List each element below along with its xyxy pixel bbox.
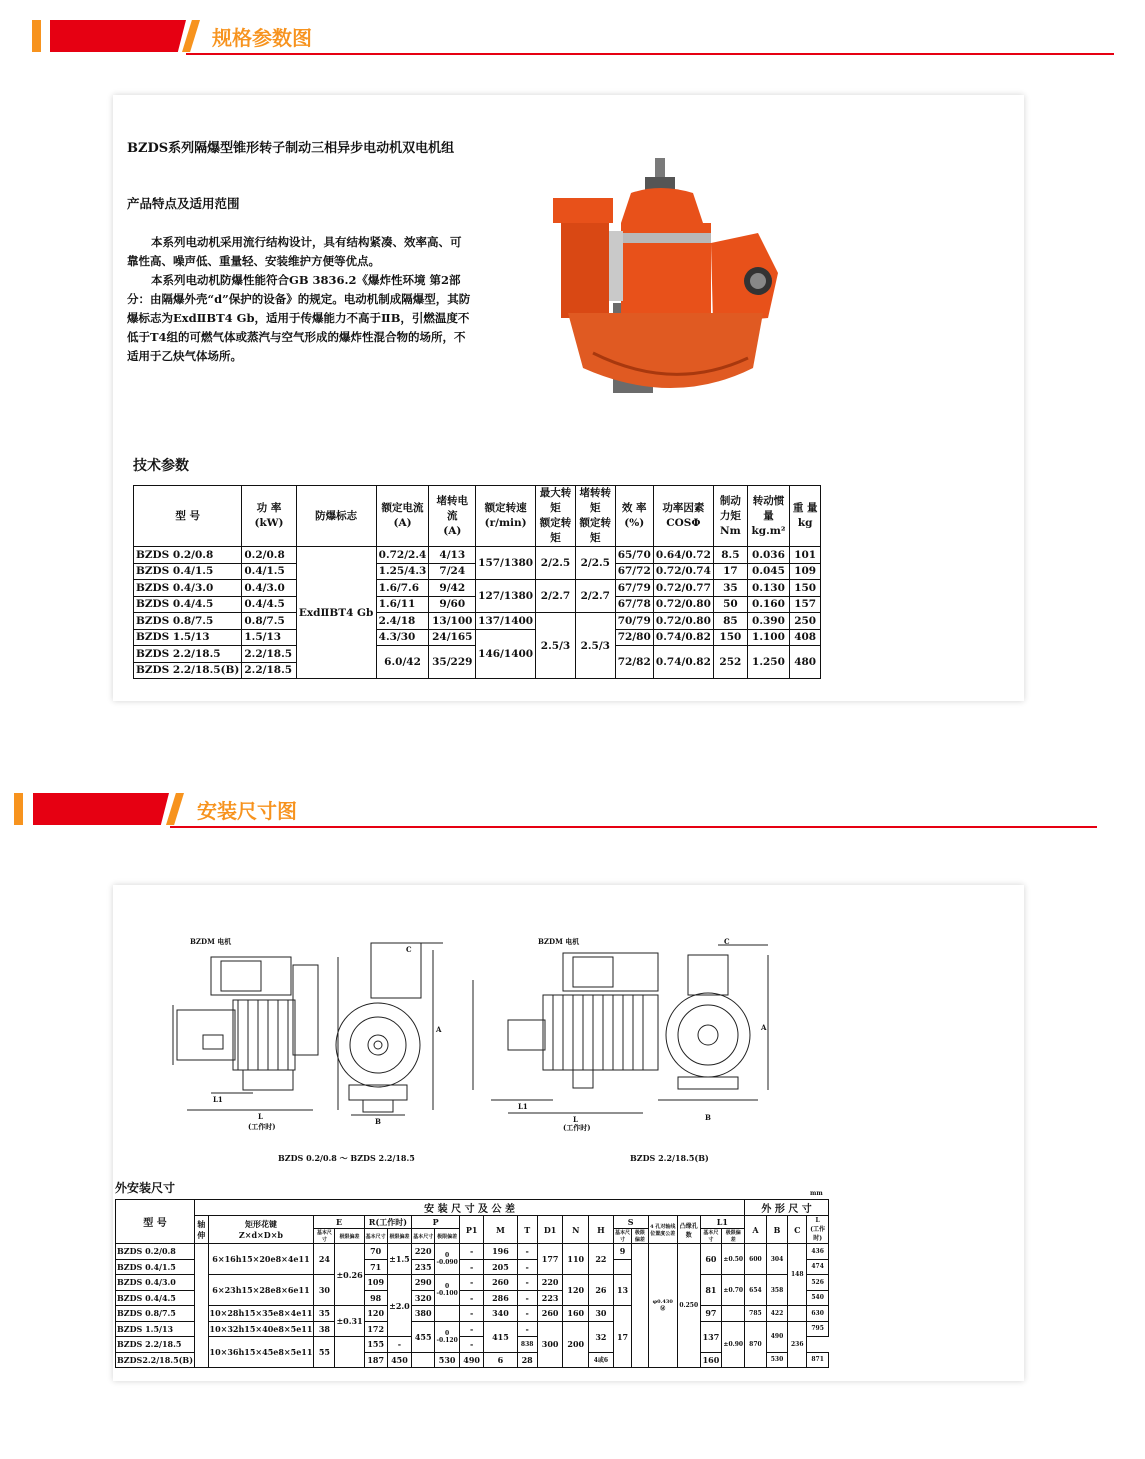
header-orange-bar	[32, 20, 41, 52]
install-table	[115, 1199, 829, 1368]
table-row	[116, 1321, 829, 1337]
table-row	[134, 629, 821, 646]
cell-model: BZDS 0.2/0.8	[116, 1244, 195, 1260]
cell-p1: 530	[435, 1352, 460, 1368]
cell-ptol-empty	[412, 1352, 435, 1368]
th-l1: L1	[700, 1216, 745, 1229]
cell-l1tol: ±0.70	[722, 1275, 745, 1306]
cell-m: 415	[484, 1321, 517, 1352]
cell-spline: 10×28h15×35e8×4e11	[208, 1306, 314, 1322]
th-a: A	[745, 1216, 767, 1244]
cell-r: 155	[364, 1337, 387, 1353]
table-row	[116, 1244, 829, 1260]
cell-brake: 85	[714, 613, 748, 630]
th-power: 功 率 (kW)	[242, 486, 296, 547]
cell-eff: 67/79	[615, 580, 653, 597]
cell-r: 71	[364, 1259, 387, 1275]
th-tol: 极限偏差	[335, 1229, 364, 1244]
cell-etol: ±0.31	[335, 1306, 364, 1337]
th-c: C	[788, 1216, 807, 1244]
product-title: BZDS系列隔爆型锥形转子制动三相异步电动机双电机组	[127, 141, 455, 156]
cell-proj: 4或6	[589, 1352, 614, 1368]
cell-inertia: 0.045	[747, 563, 790, 580]
cell-c: 148	[788, 1244, 807, 1306]
cell-h: 28	[517, 1352, 537, 1368]
cell-brake: 8.5	[714, 547, 748, 564]
cell-model: BZDS2.2/18.5(B)	[116, 1352, 195, 1368]
cell-b: 304	[766, 1244, 788, 1275]
cell-speed: 137/1400	[476, 613, 536, 630]
tech-title: 技术参数	[133, 458, 189, 474]
section-title: 安装尺寸图	[197, 799, 297, 823]
header-red-bar	[50, 20, 186, 52]
cell-r: 109	[364, 1275, 387, 1291]
cell-l1tol: ±0.90	[722, 1321, 745, 1368]
section-header-install	[0, 785, 1145, 833]
cell-l1tol-empty	[722, 1306, 745, 1322]
cell-b: 490	[766, 1321, 788, 1352]
cell-poscol: 0.250	[677, 1244, 700, 1368]
th-weight: 重 量 kg	[790, 486, 821, 547]
cell-power: 0.2/0.8	[242, 547, 296, 564]
section-header-specs	[0, 12, 1145, 60]
cell-s-tol	[632, 1244, 648, 1368]
th-tol: 极限偏差	[632, 1229, 648, 1244]
motor-label-left: BZDM 电机	[190, 937, 232, 946]
th-outer: 外 形 尺 寸	[745, 1200, 829, 1216]
cell-inertia: 1.250	[747, 646, 790, 679]
dims-header-row-1	[116, 1200, 829, 1216]
cell-power: 0.4/4.5	[242, 596, 296, 613]
th-m: M	[484, 1216, 517, 1244]
cell-lock-current: 35/229	[429, 646, 476, 679]
cell-max-torque: 2/2.7	[536, 580, 576, 613]
th-model: 型 号	[116, 1200, 195, 1244]
cell-p1: -	[459, 1244, 483, 1260]
cell-pf: 0.74/0.82	[653, 646, 713, 679]
cell-brake: 35	[714, 580, 748, 597]
cell-pf: 0.74/0.82	[653, 629, 713, 646]
cell-inertia: 0.390	[747, 613, 790, 630]
cell-lock-torque: 2.5/3	[575, 613, 615, 679]
motor-label-right: BZDM 电机	[538, 937, 580, 946]
th-base: 基本尺寸	[364, 1229, 387, 1244]
cell-m: 196	[484, 1244, 517, 1260]
cell-lock-torque: 2/2.5	[575, 547, 615, 580]
cell-spline: 6×16h15×20e8×4e11	[208, 1244, 314, 1275]
cell-l: 540	[807, 1290, 829, 1306]
cell-r: 98	[364, 1290, 387, 1306]
caption-left: BZDS 0.2/0.8 ～ BZDS 2.2/18.5	[278, 1153, 415, 1163]
cell-ptol: 0 -0.120	[435, 1321, 460, 1352]
cell-d1: 300	[537, 1321, 563, 1368]
cell-h: 22	[589, 1244, 614, 1275]
cell-eff: 72/80	[615, 629, 653, 646]
th-lock-torque: 堵转转矩 额定转矩	[575, 486, 615, 547]
cell-rtol: ±2.0	[387, 1275, 411, 1337]
cell-current: 1.6/11	[376, 596, 429, 613]
cell-d1: 177	[537, 1244, 563, 1275]
cell-b: 358	[766, 1275, 788, 1306]
cell-s: 9	[613, 1244, 632, 1260]
th-max-torque: 最大转矩 额定转矩	[536, 486, 576, 547]
cell-s: 17	[613, 1306, 632, 1368]
cell-current: 0.72/2.4	[376, 547, 429, 564]
cell-inertia: 0.130	[747, 580, 790, 597]
th-ex: 防爆标志	[296, 486, 376, 547]
cell-d1: 223	[537, 1290, 563, 1306]
cell-spline: 10×32h15×40e8×5e11	[208, 1321, 314, 1337]
cell-model: BZDS 0.2/0.8	[134, 547, 242, 564]
cell-power: 0.8/7.5	[242, 613, 296, 630]
cell-model: BZDS 1.5/13	[116, 1321, 195, 1337]
th-h: H	[589, 1216, 614, 1244]
cell-p1: -	[459, 1321, 483, 1337]
cell-p: 455	[412, 1321, 435, 1352]
cell-power: 0.4/3.0	[242, 580, 296, 597]
cell-lock-current: 9/60	[429, 596, 476, 613]
cell-brake: 150	[714, 629, 748, 646]
th-n: N	[563, 1216, 589, 1244]
cell-s-empty	[613, 1259, 632, 1275]
header-orange-bar	[14, 793, 23, 825]
section-title: 规格参数图	[212, 26, 312, 50]
th-p1: P1	[459, 1216, 483, 1244]
cell-model: BZDS 1.5/13	[134, 629, 242, 646]
cell-l: 871	[807, 1352, 829, 1368]
cell-model: BZDS 2.2/18.5(B)	[134, 662, 242, 679]
cell-power: 0.4/1.5	[242, 563, 296, 580]
cell-p1: -	[459, 1275, 483, 1291]
cell-current: 4.3/30	[376, 629, 429, 646]
cell-pf: 0.64/0.72	[653, 547, 713, 564]
th-base: 基本尺寸	[412, 1229, 435, 1244]
cell-d1: 260	[537, 1306, 563, 1322]
dim-l1-left: L1	[213, 1095, 223, 1104]
cell-eff: 67/72	[615, 563, 653, 580]
cell-l: 474	[807, 1259, 829, 1275]
cell-eff: 67/78	[615, 596, 653, 613]
cell-p1: -	[459, 1259, 483, 1275]
cell-l1: 81	[700, 1275, 722, 1306]
cell-p1: -	[459, 1290, 483, 1306]
th-current: 额定电流 (A)	[376, 486, 429, 547]
cell-a: 600	[745, 1244, 767, 1275]
cell-pf: 0.72/0.80	[653, 613, 713, 630]
cell-r: 187	[364, 1352, 387, 1368]
cell-brake: 17	[714, 563, 748, 580]
cell-current: 2.4/18	[376, 613, 429, 630]
cell-weight: 408	[790, 629, 821, 646]
th-base: 基本尺寸	[615, 1230, 631, 1243]
cell-b: 530	[766, 1352, 788, 1368]
cell-lock-current: 4/13	[429, 547, 476, 564]
header-line	[186, 53, 1114, 55]
feature-para-2: 本系列电动机防爆性能符合GB 3836.2《爆炸性环境 第2部分：由隔爆外壳“d”保护的设备》的规定。电动机制成隔爆型，其防爆标志为ExdⅡBT4 Gb，适用于传爆能力不高于ⅡB，引燃温度不低于T4组的可燃气体或蒸汽与空气形成的爆炸性混合物的场所，不适用于乙炔气体场所。	[127, 273, 471, 363]
dim-l-left: L	[258, 1112, 263, 1121]
table-row	[116, 1275, 829, 1291]
cell-b: 422	[766, 1306, 788, 1322]
cell-max-torque: 2/2.5	[536, 547, 576, 580]
th-p: P	[412, 1216, 460, 1229]
cell-ptol: 0 -0.090	[435, 1244, 460, 1275]
th-r: R(工作时)	[364, 1216, 412, 1229]
caption-right: BZDS 2.2/18.5(B)	[630, 1153, 709, 1163]
cell-model: BZDS 0.4/1.5	[134, 563, 242, 580]
cell-e: 30	[314, 1275, 335, 1306]
cell-model: BZDS 0.8/7.5	[116, 1306, 195, 1322]
cell-n: 200	[563, 1321, 589, 1368]
cell-l1: 160	[700, 1352, 722, 1368]
cell-r: 120	[364, 1306, 387, 1322]
cell-ex-mark: ExdⅡBT4 Gb	[296, 547, 376, 679]
table-row	[134, 613, 821, 630]
feature-para-1: 本系列电动机采用流行结构设计，具有结构紧凑、效率高、可靠性高、噪声低、重量轻、安装维护方便等优点。	[127, 235, 462, 268]
cell-l: 436	[807, 1244, 829, 1260]
cell-ptol-empty	[435, 1306, 460, 1322]
cell-l1: 60	[700, 1244, 722, 1275]
th-tol: 极限偏差	[435, 1229, 460, 1244]
th-base: 基本尺寸	[314, 1229, 335, 1244]
th-install: 安 装 尺 寸 及 公 差	[194, 1200, 744, 1216]
cell-p: 450	[387, 1352, 411, 1368]
cell-pf: 0.72/0.77	[653, 580, 713, 597]
cell-model: BZDS 2.2/18.5	[134, 646, 242, 663]
cell-t: -	[517, 1321, 537, 1337]
cell-t: -	[517, 1259, 537, 1275]
work-label-left: (工作时)	[248, 1122, 276, 1131]
header-slash	[166, 793, 184, 825]
th-lock-current: 堵转电流 (A)	[429, 486, 476, 547]
cell-p: 220	[412, 1244, 435, 1260]
cell-ptol: 0 -0.100	[435, 1275, 460, 1306]
th-brake: 制动力矩 Nm	[714, 486, 748, 547]
cell-inertia: 0.160	[747, 596, 790, 613]
cell-model: BZDS 0.4/1.5	[116, 1259, 195, 1275]
ext-title: 外安装尺寸	[115, 1181, 176, 1195]
cell-n: 110	[563, 1244, 589, 1275]
cell-a: 870	[745, 1321, 767, 1368]
cell-a: 654	[745, 1275, 767, 1306]
motor-photo	[553, 153, 783, 413]
work-label-right: (工作时)	[563, 1123, 591, 1132]
cell-s: 13	[613, 1275, 632, 1306]
cell-e: 24	[314, 1244, 335, 1275]
cell-lock-torque: 2/2.7	[575, 580, 615, 613]
cell-l: 795	[807, 1321, 829, 1337]
th-base: 基本尺寸	[700, 1229, 722, 1244]
cell-t: -	[517, 1306, 537, 1322]
cell-etol-empty	[335, 1337, 364, 1368]
cell-pos: φ0.430 Ⓜ	[648, 1244, 677, 1368]
cell-t: -	[517, 1275, 537, 1291]
cell-weight: 480	[790, 646, 821, 679]
cell-inertia: 0.036	[747, 547, 790, 564]
th-tol: 极限偏差	[387, 1229, 411, 1244]
cell-max-torque: 2.5/3	[536, 613, 576, 679]
table-row	[116, 1306, 829, 1322]
cell-weight: 109	[790, 563, 821, 580]
cell-eff: 70/79	[615, 613, 653, 630]
th-pos: 4 孔对轴线位置度公差	[648, 1216, 677, 1244]
cell-e: 35	[314, 1306, 335, 1322]
cell-p: 380	[412, 1306, 435, 1322]
cell-weight: 101	[790, 547, 821, 564]
th-e: E	[314, 1216, 364, 1229]
cell-speed: 157/1380	[476, 547, 536, 580]
dims-header-row-2	[116, 1216, 829, 1229]
table-row	[134, 580, 821, 597]
table-row	[134, 547, 821, 564]
cell-etol: ±0.26	[335, 1244, 364, 1306]
cell-l1: 97	[700, 1306, 722, 1322]
cell-a: 785	[745, 1306, 767, 1322]
cell-l1: 137	[700, 1321, 722, 1352]
tech-header-row	[134, 486, 821, 547]
th-speed: 额定转速 (r/min)	[476, 486, 536, 547]
cell-brake: 50	[714, 596, 748, 613]
install-panel	[113, 885, 1024, 1381]
unit-label: mm	[810, 1190, 823, 1197]
th-shaft: 轴伸	[194, 1216, 208, 1244]
cell-eff: 72/82	[615, 646, 653, 679]
cell-t: 6	[484, 1352, 517, 1368]
cell-current: 1.25/4.3	[376, 563, 429, 580]
cell-m: 286	[484, 1290, 517, 1306]
cell-m: 340	[484, 1306, 517, 1322]
cell-speed: 146/1400	[476, 629, 536, 679]
cell-eff: 65/70	[615, 547, 653, 564]
cell-pf: 0.72/0.80	[653, 596, 713, 613]
th-eff: 效 率 (%)	[615, 486, 653, 547]
th-proj: 凸缘孔数	[677, 1216, 700, 1244]
cell-l: 630	[807, 1306, 829, 1322]
th-tol: 极限偏差	[722, 1229, 745, 1244]
cell-shaft	[194, 1244, 208, 1368]
cell-pf: 0.72/0.74	[653, 563, 713, 580]
cell-rtol: ±1.5	[387, 1244, 411, 1275]
dim-a-right: A	[761, 1023, 767, 1032]
cell-c-empty	[788, 1306, 807, 1322]
th-s: S	[613, 1216, 648, 1229]
cell-h: 32	[589, 1321, 614, 1352]
cell-weight: 150	[790, 580, 821, 597]
cell-weight: 250	[790, 613, 821, 630]
th-spline: 矩形花键 Z×d×D×b	[208, 1216, 314, 1244]
cell-t: -	[517, 1244, 537, 1260]
cell-weight: 157	[790, 596, 821, 613]
th-inertia: 转动惯量 kg.m²	[747, 486, 790, 547]
cell-model: BZDS 0.4/4.5	[134, 596, 242, 613]
cell-brake: 252	[714, 646, 748, 679]
cell-model: BZDS 0.4/3.0	[116, 1275, 195, 1291]
cell-e: 55	[314, 1337, 335, 1368]
cell-l: 838	[517, 1337, 537, 1353]
cell-p: 235	[412, 1259, 435, 1275]
spec-panel	[113, 95, 1024, 701]
cell-m: 260	[484, 1275, 517, 1291]
dim-b-left: B	[375, 1117, 381, 1126]
cell-lock-current: 7/24	[429, 563, 476, 580]
cell-model: BZDS 0.4/3.0	[134, 580, 242, 597]
header-line	[170, 826, 1097, 828]
header-red-bar	[33, 793, 169, 825]
th-t: T	[517, 1216, 537, 1244]
cell-l: 526	[807, 1275, 829, 1291]
tech-table	[133, 485, 821, 679]
cell-current: 6.0/42	[376, 646, 429, 679]
cell-n: 120	[563, 1275, 589, 1306]
cell-t: -	[459, 1337, 483, 1353]
cell-p: 290	[412, 1275, 435, 1291]
cell-inertia: 1.100	[747, 629, 790, 646]
dim-c-left: C	[406, 945, 412, 954]
features-title: 产品特点及适用范围	[127, 196, 240, 211]
dim-c-right: C	[724, 937, 730, 946]
cell-h: 30	[589, 1306, 614, 1322]
cell-m: 205	[484, 1259, 517, 1275]
cell-model: BZDS 0.8/7.5	[134, 613, 242, 630]
th-d1: D1	[537, 1216, 563, 1244]
cell-power: 1.5/13	[242, 629, 296, 646]
cell-speed: 127/1380	[476, 580, 536, 613]
cell-power: 2.2/18.5	[242, 662, 296, 679]
cell-lock-current: 24/165	[429, 629, 476, 646]
cell-lock-current: 13/100	[429, 613, 476, 630]
cell-r: 70	[364, 1244, 387, 1260]
cell-spline: 6×23h15×28e8×6e11	[208, 1275, 314, 1306]
cell-p: 320	[412, 1290, 435, 1306]
dim-a-left: A	[436, 1025, 442, 1034]
cell-current: 1.6/7.6	[376, 580, 429, 597]
cell-model: BZDS 2.2/18.5	[116, 1337, 195, 1353]
cell-model: BZDS 0.4/4.5	[116, 1290, 195, 1306]
cell-h: 26	[589, 1275, 614, 1306]
dim-l1-right: L1	[518, 1102, 528, 1111]
cell-power: 2.2/18.5	[242, 646, 296, 663]
dim-b-right: B	[705, 1113, 711, 1122]
cell-spline: 10×36h15×45e8×5e11	[208, 1337, 314, 1368]
cell-e: 38	[314, 1321, 335, 1337]
cell-lock-current: 9/42	[429, 580, 476, 597]
cell-n: 160	[563, 1306, 589, 1322]
th-l: L (工作时)	[807, 1216, 829, 1244]
cell-p1: -	[459, 1306, 483, 1322]
cell-d1: 220	[537, 1275, 563, 1291]
th-b: B	[766, 1216, 788, 1244]
cell-p1: -	[387, 1337, 411, 1353]
dim-l-right: L	[573, 1115, 578, 1124]
cell-l1tol: ±0.50	[722, 1244, 745, 1275]
th-model: 型 号	[134, 486, 242, 547]
th-pf: 功率因素 COSΦ	[653, 486, 713, 547]
cell-c: 236	[788, 1321, 807, 1368]
cell-m: 490	[459, 1352, 483, 1368]
cell-t: -	[517, 1290, 537, 1306]
cell-r: 172	[364, 1321, 387, 1337]
